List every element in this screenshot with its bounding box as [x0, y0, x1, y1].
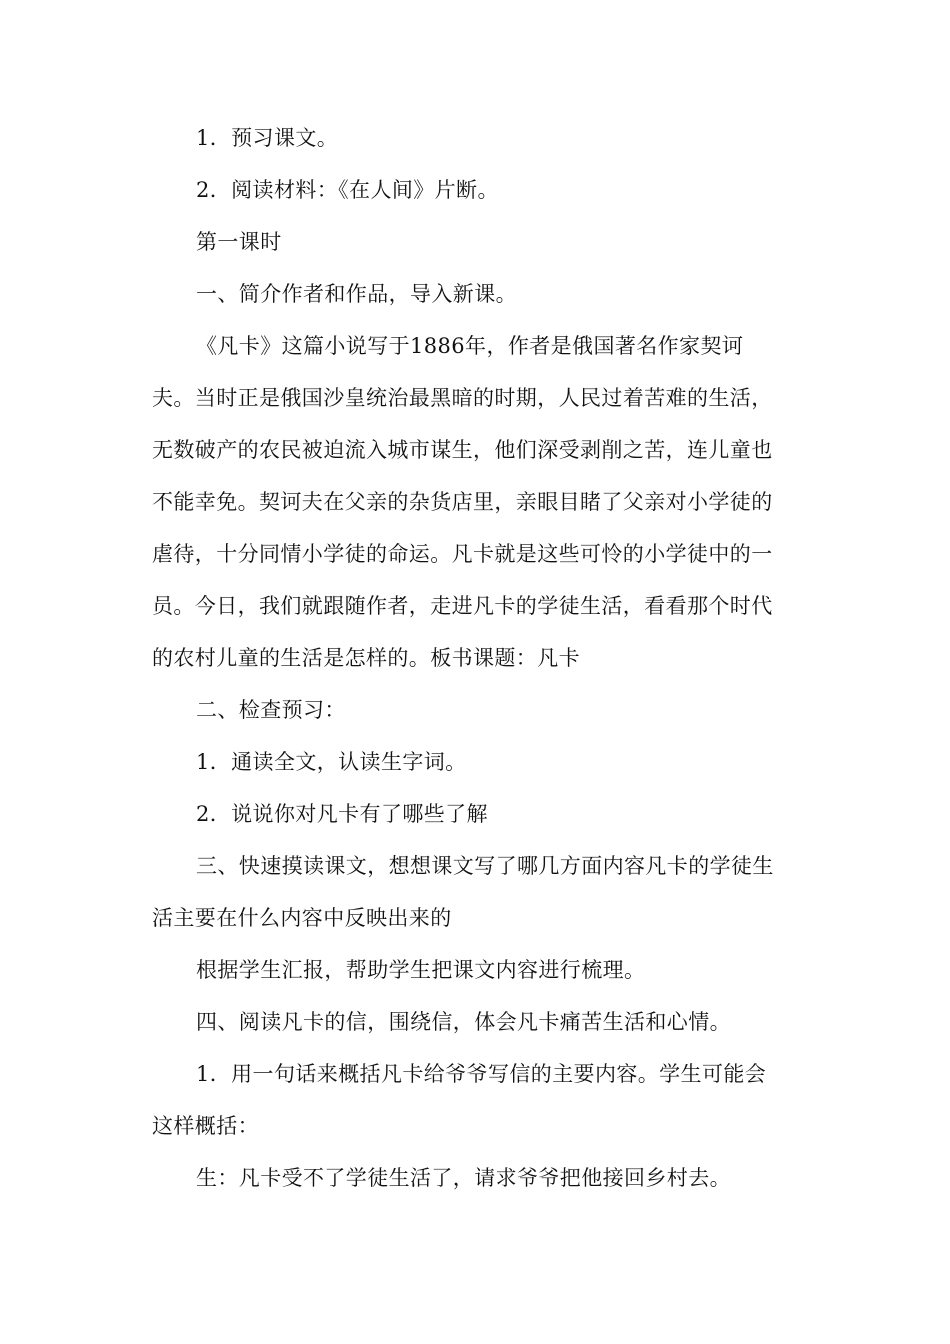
list-item-preview-text: 1．预习课文。 [196, 126, 339, 150]
list-item: 1．通读全文，认读生字词。 [196, 750, 467, 774]
section-heading-check: 二、检查预习： [196, 698, 346, 722]
list-item: 2．说说你对凡卡有了哪些了解 [196, 802, 488, 826]
section-heading-letter: 四、阅读凡卡的信，围绕信，体会凡卡痛苦生活和心情。 [196, 1010, 731, 1034]
section-heading-intro: 一、简介作者和作品，导入新课。 [196, 282, 517, 306]
paragraph-line: 无数破产的农民被迫流入城市谋生，他们深受剥削之苦，连儿童也 [152, 438, 773, 462]
paragraph-line: 根据学生汇报，帮助学生把课文内容进行梳理。 [196, 958, 646, 982]
paragraph-line: 生：凡卡受不了学徒生活了，请求爷爷把他接回乡村去。 [196, 1166, 731, 1190]
paragraph-line: 夫。当时正是俄国沙皇统治最黑暗的时期，人民过着苦难的生活， [152, 386, 773, 410]
paragraph-line: 这样概括： [152, 1114, 259, 1138]
list-item: 1．用一句话来概括凡卡给爷爷写信的主要内容。学生可能会 [196, 1062, 767, 1086]
paragraph-line: 员。今日，我们就跟随作者，走进凡卡的学徒生活，看看那个时代 [152, 594, 773, 618]
section-heading-skim: 三、快速摸读课文，想想课文写了哪几方面内容凡卡的学徒生 [196, 854, 774, 878]
paragraph-line: 活主要在什么内容中反映出来的 [152, 906, 452, 930]
list-item-reading-material: 2．阅读材料：《在人间》片断。 [196, 178, 499, 202]
lesson-heading: 第一课时 [196, 230, 282, 254]
paragraph-line: 的农村儿童的生活是怎样的。板书课题：凡卡 [152, 646, 580, 670]
paragraph-line: 虐待，十分同情小学徒的命运。凡卡就是这些可怜的小学徒中的一 [152, 542, 773, 566]
paragraph-line: 《凡卡》这篇小说写于1886年，作者是俄国著名作家契诃 [196, 334, 744, 358]
paragraph-line: 不能幸免。契诃夫在父亲的杂货店里，亲眼目睹了父亲对小学徒的 [152, 490, 773, 514]
